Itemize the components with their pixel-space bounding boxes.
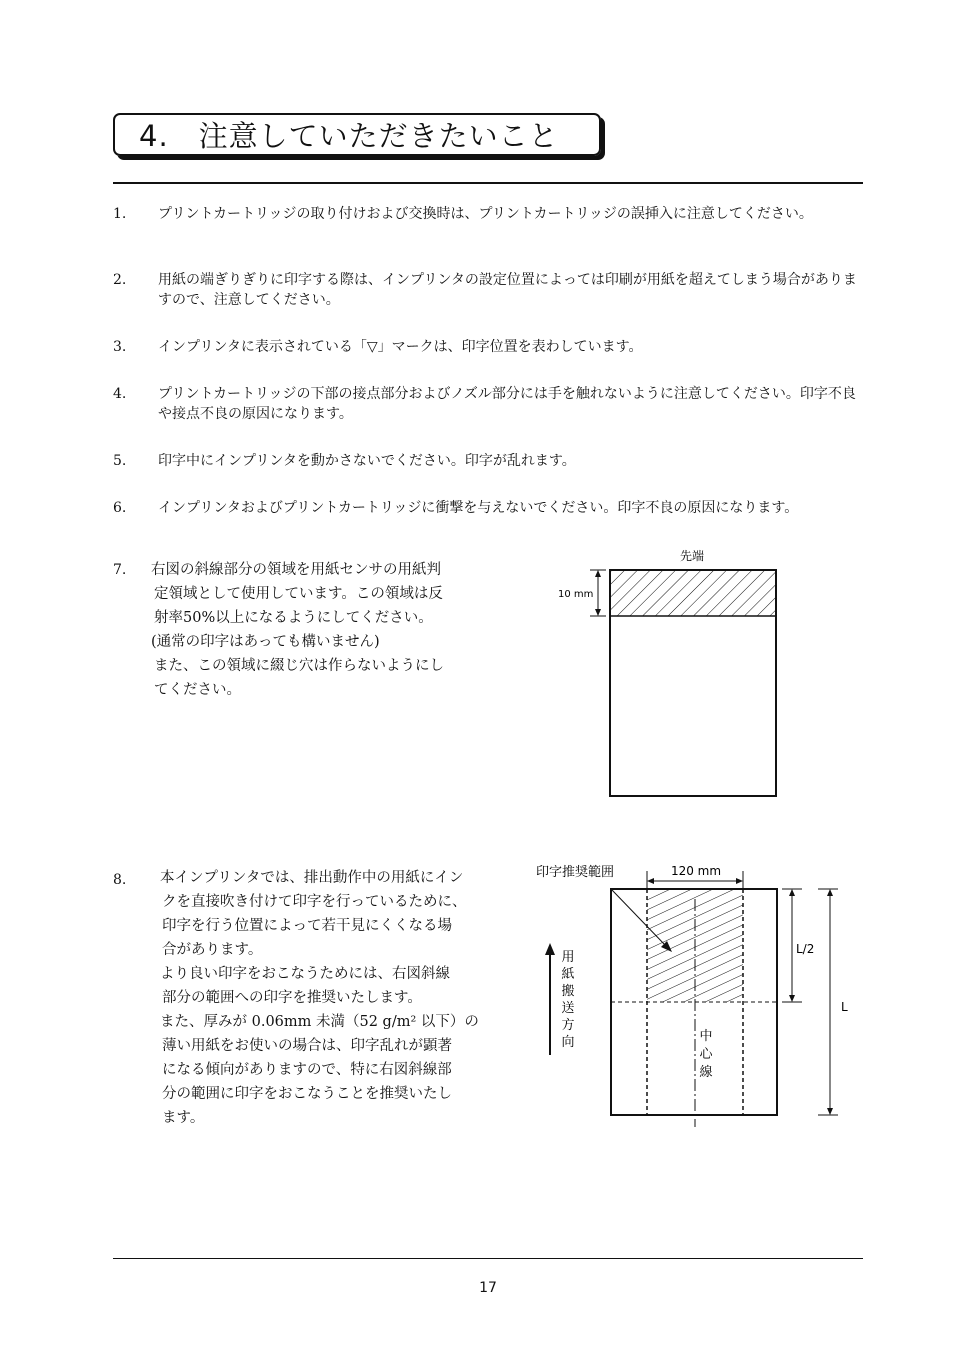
sensor-hatched-area [610, 570, 776, 616]
item-8-text [160, 866, 479, 1130]
full-length-label: L [841, 1000, 848, 1014]
item-8-line: 合があります。 [162, 942, 263, 958]
item-8-line: クを直接吹き付けて印字を行っているために、 [162, 894, 467, 910]
item-4-text: プリントカートリッジの下部の接点部分およびノズル部分には手を触れないように注意してください。印字不良や接点不良の原因になります。 [158, 386, 856, 422]
print-area-diagram [530, 855, 860, 1135]
item-8-number: 8. [113, 872, 127, 888]
feed-direction-char: 用 [561, 950, 575, 965]
item-8-line: また、厚みが 0.06mm 未満（52 g/m² 以下）の [160, 1014, 479, 1030]
l2-arrow-up [789, 889, 795, 896]
item-8-line: 薄い用紙をお使いの場合は、印字乱れが顕著 [162, 1038, 452, 1054]
item-1-text: プリントカートリッジの取り付けおよび交換時は、プリントカートリッジの誤挿入に注意してください。 [158, 206, 813, 222]
feed-direction-char: 向 [561, 1035, 575, 1050]
page-number: 17 [479, 1280, 497, 1296]
section-title-box [113, 113, 601, 156]
item-7-line: また、この領域に綴じ穴は作らないようにし [154, 658, 444, 674]
item-8-line: より良い印字をおこなうためには、右図斜線 [160, 966, 450, 982]
item-2-text: 用紙の端ぎりぎりに印字する際は、インプリンタの設定位置によっては印刷が用紙を超えてしまう場合がありますので、注意してください。 [158, 272, 857, 308]
item-2-number: 2. [113, 272, 127, 288]
item-8-line: になる傾向がありますので、特に右図斜線部 [162, 1062, 452, 1078]
feed-direction-char: 紙 [561, 967, 575, 982]
sensor-area-diagram [540, 540, 800, 810]
center-line-char: 線 [699, 1065, 713, 1080]
item-8-line: 印字を行う位置によって若干見にくくなる場 [162, 918, 452, 934]
item-7-line: 定領域として使用しています。この領域は反 [154, 586, 443, 602]
item-7-text [151, 558, 444, 702]
item-7-number: 7. [113, 562, 127, 578]
dim-arrow-down [595, 609, 601, 616]
item-8-line: 部分の範囲への印字を推奨いたします。 [162, 990, 422, 1006]
dim-arrow-up [595, 570, 601, 577]
item-7-line: (通常の印字はあっても構いません) [151, 634, 380, 650]
item-8-line: 分の範囲に印字をおこなうことを推奨いたし [162, 1086, 452, 1102]
section-title: 4. 注意していただきたいこと [139, 119, 559, 153]
feed-direction-arrow-head [545, 943, 555, 955]
item-3-number: 3. [113, 339, 127, 355]
footer-rule [113, 1258, 863, 1259]
center-line-char: 心 [699, 1047, 713, 1062]
half-length-label: L/2 [796, 942, 815, 956]
feed-direction-char: 方 [561, 1018, 575, 1033]
item-6-text: インプリンタおよびプリントカートリッジに衝撃を与えないでください。印字不良の原因になります。 [158, 500, 799, 516]
item-7-line: 右図の斜線部分の領域を用紙センサの用紙判 [151, 562, 441, 578]
l-arrow-down [827, 1108, 833, 1115]
item-8-line: 本インプリンタでは、排出動作中の用紙にイン [160, 870, 464, 886]
dimension-10mm-label: 10 mm [558, 589, 594, 600]
item-6-number: 6. [113, 500, 127, 516]
item-8-line: ます。 [162, 1110, 205, 1126]
l2-arrow-down [789, 995, 795, 1002]
item-7-line: 射率50%以上になるようにしてください。 [154, 610, 433, 626]
item-7-line: てください。 [154, 682, 241, 698]
item-5-text: 印字中にインプリンタを動かさないでください。印字が乱れます。 [158, 453, 576, 469]
item-1-number: 1. [113, 206, 127, 222]
item-5-number: 5. [113, 453, 127, 469]
item-3-text: インプリンタに表示されている「▽」マークは、印字位置を表わしています。 [158, 339, 643, 355]
item-4-number: 4. [113, 386, 127, 402]
l-arrow-up [827, 889, 833, 896]
width-120mm-label: 120 mm [670, 864, 722, 878]
feed-direction-char: 搬 [561, 984, 575, 999]
width-arrow-right [736, 878, 743, 884]
width-arrow-left [647, 878, 654, 884]
center-line-char: 中 [699, 1029, 713, 1044]
leading-edge-label: 先端 [679, 549, 705, 563]
feed-direction-char: 送 [561, 1001, 575, 1016]
title-rule [113, 182, 863, 184]
recommended-area-label: 印字推奨範囲 [536, 865, 615, 880]
